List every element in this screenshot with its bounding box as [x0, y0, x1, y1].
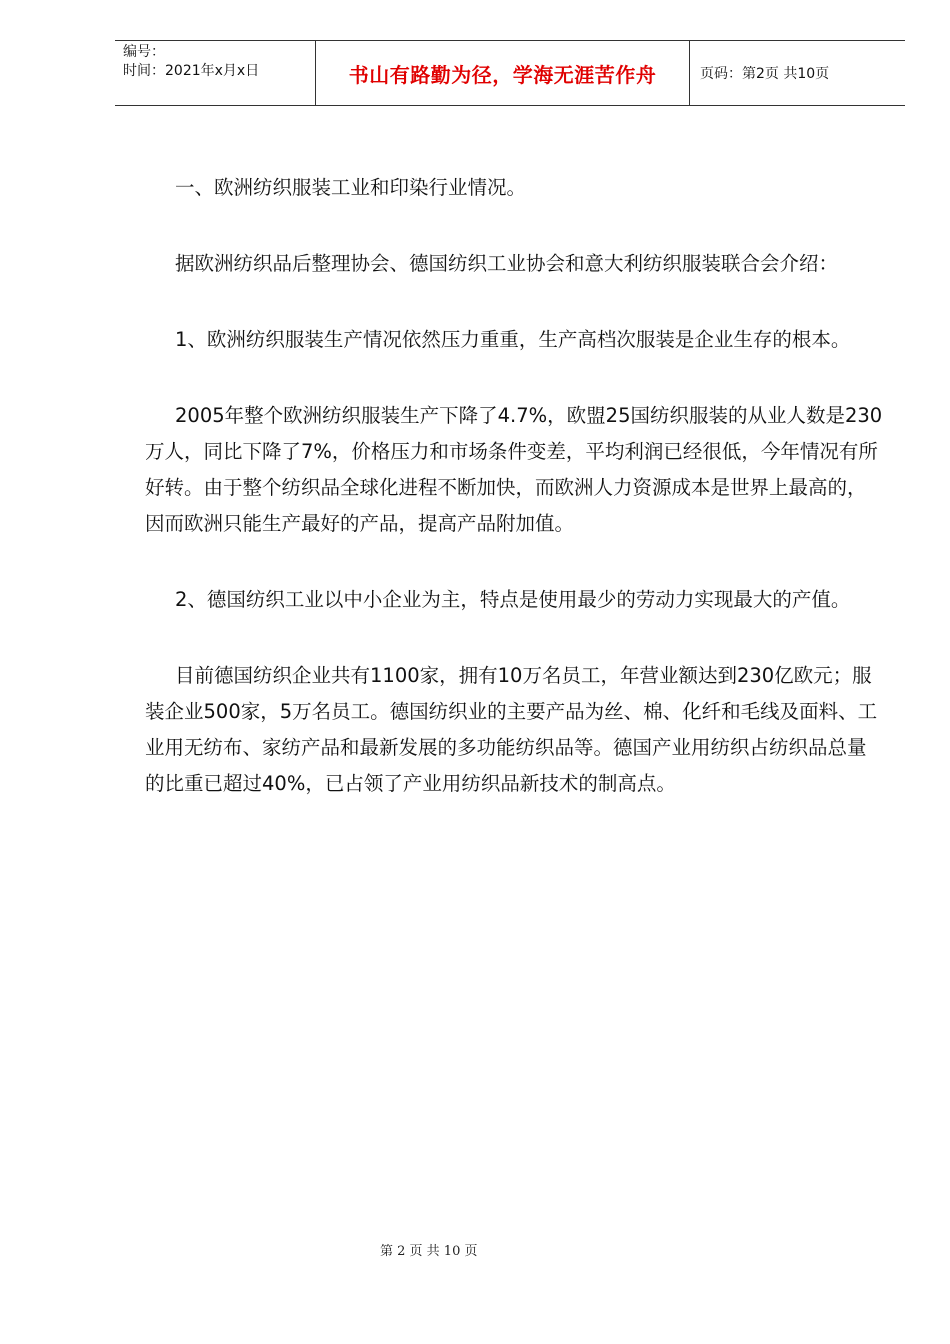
- document-body: [145, 170, 885, 842]
- paragraph: 1、欧洲纺织服装生产情况依然压力重重，生产高档次服装是企业生存的根本。: [175, 328, 851, 351]
- document-number-label: 编号：: [123, 44, 165, 60]
- header-page-label: 页码：第2页 共10页: [700, 66, 830, 82]
- page-footer: 第 2 页 共 10 页: [380, 1244, 478, 1259]
- header-motto-cell: [316, 41, 690, 105]
- paragraph: 2、德国纺织工业以中小企业为主，特点是使用最少的劳动力实现最大的产值。: [175, 588, 851, 611]
- paragraph: 据欧洲纺织品后整理协会、德国纺织工业协会和意大利纺织服装联合会介绍：: [175, 252, 839, 275]
- document-time-label: 时间：2021年x月x日: [123, 63, 260, 79]
- document-header: [115, 40, 905, 106]
- paragraph: 目前德国纺织企业共有1100家，拥有10万名员工，年营业额达到230亿欧元；服装企业500家，5万名员工。德国纺织业的主要产品为丝、棉、化纤和毛线及面料、工业用无纺布、家纺产品和最新发展的多功能纺织品等。德国产业用纺织占纺织品总量的比重已超过40%，已占领了产业用纺织品新技术的制高点。: [145, 664, 878, 795]
- header-meta-cell: [115, 41, 316, 105]
- section-heading: 一、欧洲纺织服装工业和印染行业情况。: [175, 176, 527, 199]
- paragraph: 2005年整个欧洲纺织服装生产下降了4.7%，欧盟25国纺织服装的从业人数是230万人，同比下降了7%，价格压力和市场条件变差，平均利润已经很低，今年情况有所好转。由于整个纺织品全球化进程不断加快，而欧洲人力资源成本是世界上最高的，因而欧洲只能生产最好的产品，提高产品附加值。: [145, 404, 883, 535]
- header-page-cell: [690, 41, 905, 105]
- header-motto: 书山有路勤为径，学海无涯苦作舟: [348, 62, 657, 87]
